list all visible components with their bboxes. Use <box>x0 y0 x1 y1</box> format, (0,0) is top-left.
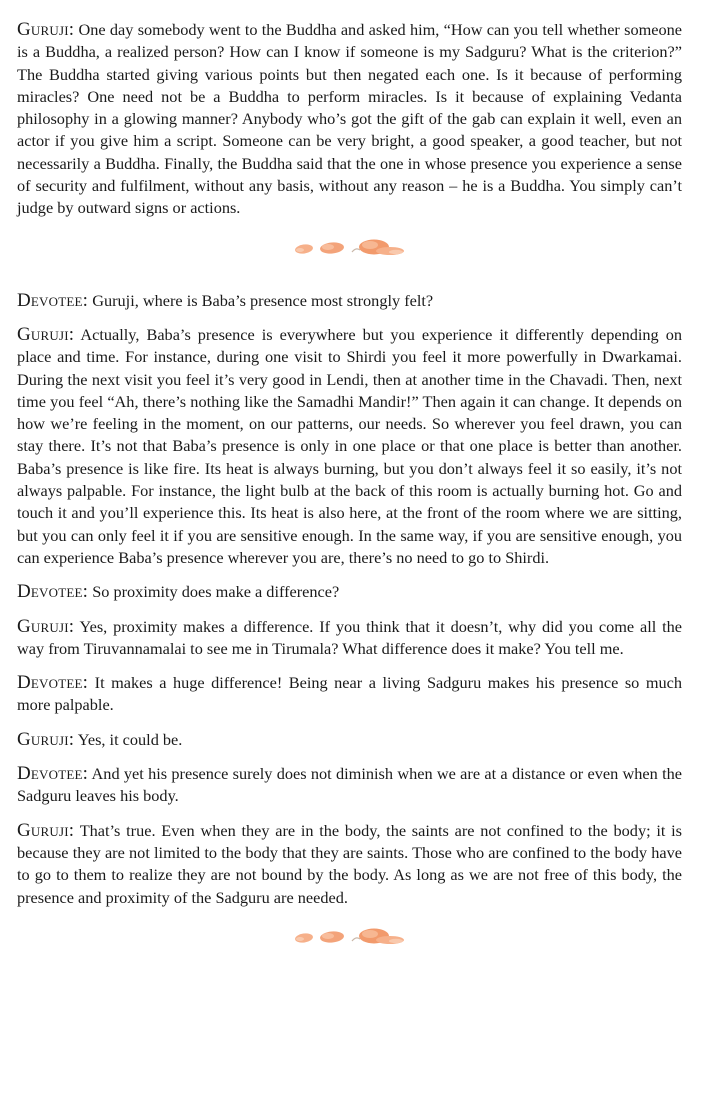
paragraph-text: So proximity does make a difference? <box>88 582 340 602</box>
dialogue-paragraph <box>17 581 682 603</box>
dialogue-paragraph <box>17 19 682 220</box>
dialogue-paragraph <box>17 324 682 569</box>
paragraph-text: One day somebody went to the Buddha and asked him, “How can you tell whether someone is a Buddha, a realized person? How can I know if someone is my Sadguru? What is the criterion?” The Buddha started giving various points but then negated each one. Is it because of performing miracles? One need not be a Buddha to perform miracles. Is it because of explaining Vedanta philosophy in a glowing manner? Anybody who’s got the gift of the gab can explain it well, even an actor if you give him a script. Someone can be very bright, a good speaker, a good teacher, but not necessarily a Buddha. Finally, the Buddha said that the one in whose presence you experience a sense of security and fulfilment, without any basis, without any reason – he is a Buddha. You simply can’t judge by outward signs or actions. <box>17 20 682 218</box>
speaker-label: Guruji: <box>17 819 75 841</box>
speaker-label: Devotee: <box>17 289 89 311</box>
dialogue-paragraph <box>17 820 682 909</box>
paragraph-text: Yes, it could be. <box>74 729 183 749</box>
paragraph-text: Actually, Baba’s presence is everywhere but you experience it differently depending on place and time. For instance, during one visit to Shirdi you feel it more powerfully in Dwarkamai. During the next visit you feel it’s very good in Lendi, then at another time in the Chavadi. Then, next time you feel “Ah, there’s nothing like the Samadhi Mandir!” Then again it can change. It depends on how we’re feeling in the moment, on our patterns, our needs. So wherever you feel drawn, you can stay there. It’s not that Baba’s presence is only in one place or that one place is better than another. Baba’s presence is like fire. Its heat is always burning, but you don’t always feel it so easily, it’s not always palpable. For instance, the light bulb at the back of this room is actually burning hot. Go and touch it and you’ll experience this. Its heat is also here, at the front of the room where we are sitting, but you can only feel it if you are sensitive enough. In the same way, if you are sensitive enough, you can experience Baba’s presence wherever you are, there’s no need to go to Shirdi. <box>17 324 682 567</box>
page-content <box>17 19 682 949</box>
dialogue-paragraph <box>17 672 682 717</box>
dialogue-paragraph <box>17 763 682 808</box>
petals-ornament-icon <box>290 924 410 948</box>
speaker-label: Devotee: <box>17 763 89 785</box>
petals-ornament-icon <box>290 235 410 259</box>
paragraph-text: And yet his presence surely does not diminish when we are at a distance or even when the Sadguru leaves his body. <box>17 764 682 806</box>
speaker-label: Guruji: <box>17 615 75 637</box>
paragraph-text: It makes a huge difference! Being near a living Sadguru makes his presence so much more palpable. <box>17 673 682 715</box>
speaker-label: Devotee: <box>17 581 89 603</box>
speaker-label: Devotee: <box>17 672 89 694</box>
speaker-label: Guruji: <box>17 728 75 750</box>
paragraph-text: Yes, proximity makes a difference. If you think that it doesn’t, why did you come all the way from Tiruvannamalai to see me in Tirumala? What difference does it make? You tell me. <box>17 616 682 658</box>
dialogue-paragraph <box>17 616 682 661</box>
dialogue-paragraph <box>17 729 682 751</box>
speaker-label: Guruji: <box>17 19 75 40</box>
dialogue-paragraph <box>17 290 682 312</box>
section-divider <box>17 923 682 949</box>
paragraph-text: Guruji, where is Baba’s presence most strongly felt? <box>88 290 434 310</box>
paragraph-text: That’s true. Even when they are in the body, the saints are not confined to the body; it is because they are not limited to the body that they are saints. Those who are confined to the body have to go to them to realize they are not bound by the body. As long as we are not free of this body, the presence and proximity of the Sadguru are needed. <box>17 820 682 907</box>
section-divider <box>17 234 682 260</box>
speaker-label: Guruji: <box>17 323 75 345</box>
